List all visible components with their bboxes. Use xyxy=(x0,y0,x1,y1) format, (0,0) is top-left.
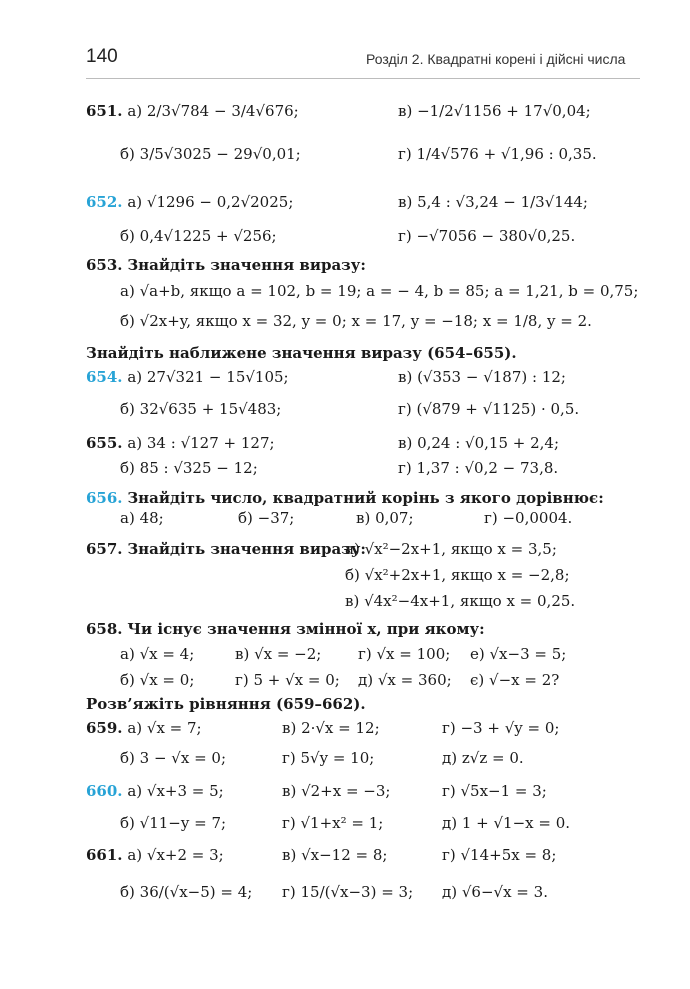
page-header xyxy=(0,0,690,84)
problem-657-title: 657. Знайдіть значення виразу: xyxy=(86,540,366,558)
problem-657-a: а) √x²−2x+1, якщо x = 3,5; xyxy=(345,540,557,558)
header-divider xyxy=(86,78,640,79)
problem-655-v: в) 0,24 : √0,15 + 2,4; xyxy=(398,434,560,452)
problem-660-b: б) √11−y = 7; xyxy=(120,814,227,832)
problem-660-g: г) √5x−1 = 3; xyxy=(442,782,547,800)
problem-654-v: в) (√353 − √187) : 12; xyxy=(398,368,566,386)
problem-661-g2: г) 15/(√x−3) = 3; xyxy=(282,883,414,901)
problem-651-g: г) 1/4√576 + √1,96 : 0,35. xyxy=(398,145,597,163)
problem-653-title: 653. Знайдіть значення виразу: xyxy=(86,256,366,274)
problem-658-v: в) √x = −2; xyxy=(235,645,322,663)
problem-661-b: б) 36/(√x−5) = 4; xyxy=(120,883,253,901)
chapter-title: Розділ 2. Квадратні корені і дійсні числа xyxy=(366,51,626,67)
section-intro-659: Розв’яжіть рівняння (659–662). xyxy=(86,695,366,713)
problem-657-v: в) √4x²−4x+1, якщо x = 0,25. xyxy=(345,592,576,610)
problem-654-b: б) 32√635 + 15√483; xyxy=(120,400,282,418)
problem-658-title: 658. Чи існує значення змінної x, при якому: xyxy=(86,620,485,638)
problem-659-a: 659. а) √x = 7; xyxy=(86,719,202,737)
problem-652-a: 652. а) √1296 − 0,2√2025; xyxy=(86,193,294,211)
problem-658-g2: г) 5 + √x = 0; xyxy=(235,671,340,689)
problem-651-a: 651. а) 2/3√784 − 3/4√676; xyxy=(86,102,299,120)
problem-653-b: б) √2x+y, якщо x = 32, y = 0; x = 17, y = −18; x = 1/8, y = 2. xyxy=(120,312,592,330)
problem-656-v: в) 0,07; xyxy=(356,509,414,527)
problem-661-a: 661. а) √x+2 = 3; xyxy=(86,846,224,864)
problem-658-ye: є) √−x = 2? xyxy=(470,671,560,689)
problem-655-a: 655. а) 34 : √127 + 127; xyxy=(86,434,275,452)
problem-656-a: а) 48; xyxy=(120,509,164,527)
problem-659-b: б) 3 − √x = 0; xyxy=(120,749,227,767)
problem-660-a: 660. а) √x+3 = 5; xyxy=(86,782,224,800)
problem-658-e: е) √x−3 = 5; xyxy=(470,645,567,663)
problem-651-v: в) −1/2√1156 + 17√0,04; xyxy=(398,102,591,120)
problem-652-b: б) 0,4√1225 + √256; xyxy=(120,227,277,245)
problem-661-g: г) √14+5x = 8; xyxy=(442,846,557,864)
problem-660-d: д) 1 + √1−x = 0. xyxy=(442,814,571,832)
problem-651-b: б) 3/5√3025 − 29√0,01; xyxy=(120,145,301,163)
problem-652-v: в) 5,4 : √3,24 − 1/3√144; xyxy=(398,193,588,211)
problem-661-d: д) √6−√x = 3. xyxy=(442,883,548,901)
problem-659-g: г) −3 + √y = 0; xyxy=(442,719,560,737)
problem-655-b: б) 85 : √325 − 12; xyxy=(120,459,258,477)
problem-661-v: в) √x−12 = 8; xyxy=(282,846,388,864)
problem-658-g: г) √x = 100; xyxy=(358,645,451,663)
problem-659-d: д) z√z = 0. xyxy=(442,749,524,767)
problem-660-g2: г) √1+x² = 1; xyxy=(282,814,384,832)
problem-659-v: в) 2·√x = 12; xyxy=(282,719,380,737)
problem-655-g: г) 1,37 : √0,2 − 73,8. xyxy=(398,459,559,477)
problem-658-b: б) √x = 0; xyxy=(120,671,195,689)
problem-656-title: 656. Знайдіть число, квадратний корінь з якого дорівнює: xyxy=(86,489,604,507)
problem-657-b: б) √x²+2x+1, якщо x = −2,8; xyxy=(345,566,570,584)
problem-654-a: 654. а) 27√321 − 15√105; xyxy=(86,368,289,386)
problem-656-g: г) −0,0004. xyxy=(484,509,573,527)
problem-659-g2: г) 5√y = 10; xyxy=(282,749,375,767)
problem-660-v: в) √2+x = −3; xyxy=(282,782,391,800)
problem-653-a: а) √a+b, якщо a = 102, b = 19; a = − 4, b = 85; a = 1,21, b = 0,75; xyxy=(120,282,639,300)
problem-656-b: б) −37; xyxy=(238,509,295,527)
section-intro-654: Знайдіть наближене значення виразу (654–655). xyxy=(86,344,517,362)
problem-652-g: г) −√7056 − 380√0,25. xyxy=(398,227,576,245)
problem-654-g: г) (√879 + √1125) · 0,5. xyxy=(398,400,580,418)
problem-658-d: д) √x = 360; xyxy=(358,671,452,689)
page-number: 140 xyxy=(86,46,118,67)
problem-658-a: а) √x = 4; xyxy=(120,645,195,663)
